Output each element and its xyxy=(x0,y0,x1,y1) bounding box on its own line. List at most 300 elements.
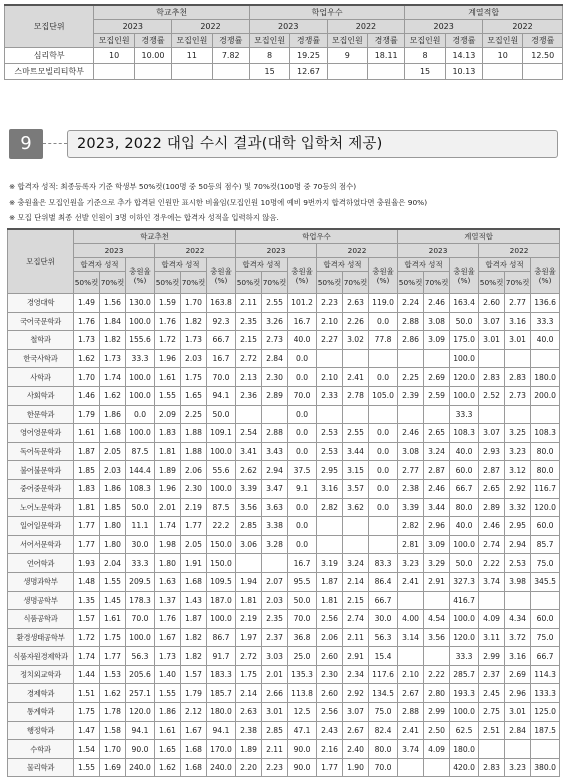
data-cell: 3.12 xyxy=(505,461,531,480)
department-name: 식품공학과 xyxy=(8,610,74,629)
data-cell: 1.89 xyxy=(155,461,181,480)
data-cell xyxy=(317,405,343,424)
data-cell: 0.0 xyxy=(369,461,398,480)
data-cell: 40.0 xyxy=(450,517,479,536)
data-cell: 22.2 xyxy=(207,517,236,536)
data-cell: 178.3 xyxy=(126,591,155,610)
data-cell: 33.3 xyxy=(126,554,155,573)
data-cell: 1.62 xyxy=(100,386,126,405)
data-cell: 2.67 xyxy=(343,721,369,740)
data-cell: 1.78 xyxy=(100,703,126,722)
data-cell: 183.3 xyxy=(207,665,236,684)
table-row xyxy=(8,479,560,498)
data-cell: 2.63 xyxy=(236,703,262,722)
data-cell xyxy=(424,647,450,666)
data-cell: 2.99 xyxy=(424,703,450,722)
data-cell: 240.0 xyxy=(126,758,155,777)
data-cell: 3.56 xyxy=(236,498,262,517)
data-cell: 2.84 xyxy=(262,349,288,368)
column-header: 모집인원 xyxy=(405,34,445,48)
data-cell: 105.0 xyxy=(369,386,398,405)
data-cell: 2.65 xyxy=(424,424,450,443)
data-cell: 3.11 xyxy=(479,628,505,647)
data-cell: 2.36 xyxy=(236,386,262,405)
year-header: 2023 xyxy=(405,20,483,34)
data-cell: 2.30 xyxy=(181,479,207,498)
data-cell: 1.57 xyxy=(181,665,207,684)
data-cell xyxy=(523,64,563,80)
data-cell: 2.94 xyxy=(262,461,288,480)
data-cell: 1.76 xyxy=(74,312,100,331)
data-cell: 3.74 xyxy=(479,572,505,591)
year-header: 2022 xyxy=(479,244,560,258)
data-cell: 2.82 xyxy=(317,498,343,517)
data-cell: 2.77 xyxy=(505,294,531,313)
data-cell xyxy=(343,349,369,368)
data-cell: 1.77 xyxy=(181,517,207,536)
data-cell: 100.0 xyxy=(126,312,155,331)
section-number: 9 xyxy=(9,129,43,159)
data-cell: 0.0 xyxy=(288,442,317,461)
data-cell: 2.52 xyxy=(479,386,505,405)
data-cell: 94.1 xyxy=(126,721,155,740)
fill-rate-header: 충원율(%) xyxy=(288,258,317,294)
data-cell: 1.91 xyxy=(181,554,207,573)
data-cell: 2.65 xyxy=(479,479,505,498)
data-cell: 1.96 xyxy=(155,349,181,368)
score-header: 합격자 성적 xyxy=(74,258,126,272)
table-row xyxy=(8,498,560,517)
data-cell: 2.05 xyxy=(181,535,207,554)
data-cell: 2.10 xyxy=(317,312,343,331)
department-name: 한국사학과 xyxy=(8,349,74,368)
cut-70-header: 70%컷 xyxy=(424,272,450,294)
data-cell: 3.01 xyxy=(262,703,288,722)
data-cell: 87.5 xyxy=(126,442,155,461)
table-row xyxy=(8,294,560,313)
data-cell: 180.0 xyxy=(207,703,236,722)
data-cell: 2.62 xyxy=(236,461,262,480)
data-cell: 416.7 xyxy=(450,591,479,610)
data-cell: 1.74 xyxy=(100,368,126,387)
data-cell: 1.80 xyxy=(155,554,181,573)
data-cell: 2.73 xyxy=(505,386,531,405)
score-header: 합격자 성적 xyxy=(317,258,369,272)
fill-rate-header: 충원율(%) xyxy=(531,258,560,294)
data-cell xyxy=(398,758,424,777)
data-cell: 1.70 xyxy=(74,368,100,387)
year-header: 2023 xyxy=(236,244,317,258)
data-cell: 1.70 xyxy=(181,294,207,313)
data-cell: 11.1 xyxy=(126,517,155,536)
data-cell: 2.95 xyxy=(505,517,531,536)
data-cell: 2.15 xyxy=(236,331,262,350)
notes xyxy=(9,179,564,226)
data-cell: 175.0 xyxy=(450,331,479,350)
data-cell: 1.85 xyxy=(100,498,126,517)
data-cell: 1.83 xyxy=(155,424,181,443)
data-cell xyxy=(398,591,424,610)
data-cell: 1.77 xyxy=(100,647,126,666)
data-cell: 2.96 xyxy=(505,684,531,703)
data-cell: 80.0 xyxy=(369,740,398,759)
data-cell xyxy=(236,554,262,573)
data-cell: 2.53 xyxy=(505,554,531,573)
data-cell: 62.5 xyxy=(450,721,479,740)
data-cell: 1.61 xyxy=(74,424,100,443)
data-cell: 1.82 xyxy=(181,647,207,666)
data-cell: 1.75 xyxy=(181,368,207,387)
data-cell: 85.7 xyxy=(531,535,560,554)
data-cell: 4.09 xyxy=(424,740,450,759)
data-cell: 70.0 xyxy=(288,610,317,629)
data-cell: 0.0 xyxy=(288,498,317,517)
data-cell: 1.80 xyxy=(100,535,126,554)
data-cell: 1.77 xyxy=(74,535,100,554)
data-cell: 0.0 xyxy=(288,424,317,443)
data-cell: 113.8 xyxy=(288,684,317,703)
department-name: 정치외교학과 xyxy=(8,665,74,684)
data-cell: 2.11 xyxy=(262,740,288,759)
group-header: 계열적합 xyxy=(405,5,563,20)
data-cell: 3.09 xyxy=(424,535,450,554)
data-cell: 2.55 xyxy=(343,424,369,443)
data-cell: 1.93 xyxy=(74,554,100,573)
data-cell: 2.43 xyxy=(317,721,343,740)
data-cell: 180.0 xyxy=(531,368,560,387)
data-cell: 2.89 xyxy=(262,386,288,405)
data-cell: 4.34 xyxy=(505,610,531,629)
data-cell xyxy=(531,405,560,424)
data-cell: 130.0 xyxy=(126,294,155,313)
data-cell: 1.98 xyxy=(155,535,181,554)
data-cell: 2.03 xyxy=(100,461,126,480)
corner-header: 모집단위 xyxy=(5,5,94,48)
data-cell: 2.63 xyxy=(343,294,369,313)
data-cell: 1.45 xyxy=(100,591,126,610)
data-cell: 36.8 xyxy=(288,628,317,647)
data-cell xyxy=(368,64,405,80)
data-cell: 33.3 xyxy=(450,405,479,424)
column-header: 경쟁률 xyxy=(134,34,171,48)
data-cell: 2.05 xyxy=(100,442,126,461)
table-row xyxy=(8,665,560,684)
data-cell: 1.75 xyxy=(100,628,126,647)
data-cell: 2.88 xyxy=(398,703,424,722)
data-cell: 2.33 xyxy=(317,386,343,405)
data-cell: 70.0 xyxy=(126,610,155,629)
year-header: 2022 xyxy=(172,20,250,34)
table-row xyxy=(8,591,560,610)
data-cell: 0.0 xyxy=(288,368,317,387)
data-cell: 95.5 xyxy=(288,572,317,591)
data-cell: 66.7 xyxy=(450,479,479,498)
column-header: 경쟁률 xyxy=(368,34,405,48)
data-cell: 91.7 xyxy=(207,647,236,666)
data-cell: 209.5 xyxy=(126,572,155,591)
data-cell: 1.37 xyxy=(155,591,181,610)
data-cell: 134.5 xyxy=(369,684,398,703)
data-cell: 3.07 xyxy=(479,312,505,331)
data-cell xyxy=(479,740,505,759)
data-cell: 1.81 xyxy=(317,591,343,610)
data-cell: 0.0 xyxy=(369,442,398,461)
column-header: 경쟁률 xyxy=(290,34,327,48)
data-cell xyxy=(212,64,249,80)
data-cell xyxy=(369,535,398,554)
data-cell: 163.4 xyxy=(450,294,479,313)
data-cell: 3.03 xyxy=(262,647,288,666)
data-cell: 92.3 xyxy=(207,312,236,331)
table-row xyxy=(8,703,560,722)
data-cell: 2.89 xyxy=(479,498,505,517)
year-header: 2022 xyxy=(327,20,405,34)
data-cell: 120.0 xyxy=(450,368,479,387)
data-cell: 30.0 xyxy=(369,610,398,629)
data-cell: 1.68 xyxy=(181,758,207,777)
data-cell: 1.81 xyxy=(236,591,262,610)
data-cell: 3.07 xyxy=(479,424,505,443)
data-cell: 2.12 xyxy=(181,703,207,722)
data-cell: 1.82 xyxy=(181,312,207,331)
data-cell: 2.73 xyxy=(262,331,288,350)
data-cell: 3.09 xyxy=(424,331,450,350)
data-cell xyxy=(479,591,505,610)
department-name: 수학과 xyxy=(8,740,74,759)
data-cell: 2.27 xyxy=(317,331,343,350)
data-cell: 285.7 xyxy=(450,665,479,684)
data-cell: 1.53 xyxy=(100,665,126,684)
data-cell: 3.47 xyxy=(262,479,288,498)
data-cell: 90.0 xyxy=(288,758,317,777)
data-cell: 10 xyxy=(483,48,523,64)
data-cell: 1.44 xyxy=(74,665,100,684)
data-cell: 3.62 xyxy=(343,498,369,517)
data-cell: 2.37 xyxy=(262,628,288,647)
data-cell: 2.03 xyxy=(181,349,207,368)
data-cell: 19.25 xyxy=(290,48,327,64)
year-header: 2023 xyxy=(398,244,479,258)
score-header: 합격자 성적 xyxy=(236,258,288,272)
data-cell: 3.16 xyxy=(505,647,531,666)
data-cell: 2.25 xyxy=(398,368,424,387)
data-cell: 116.7 xyxy=(531,479,560,498)
data-cell: 50.0 xyxy=(450,312,479,331)
data-cell xyxy=(483,64,523,80)
table-row xyxy=(8,349,560,368)
cut-70-header: 70%컷 xyxy=(100,272,126,294)
department-name: 스마트모빌리티학부 xyxy=(5,64,94,80)
data-cell xyxy=(424,591,450,610)
data-cell xyxy=(505,405,531,424)
data-cell: 50.0 xyxy=(207,405,236,424)
data-cell: 4.54 xyxy=(424,610,450,629)
data-cell: 0.0 xyxy=(369,479,398,498)
year-header: 2022 xyxy=(155,244,236,258)
data-cell: 2.06 xyxy=(317,628,343,647)
table-row xyxy=(8,312,560,331)
data-cell: 1.68 xyxy=(100,424,126,443)
data-cell: 2.69 xyxy=(424,368,450,387)
data-cell: 9 xyxy=(327,48,367,64)
data-cell: 1.62 xyxy=(74,349,100,368)
data-cell: 3.01 xyxy=(479,331,505,350)
data-cell: 66.7 xyxy=(207,331,236,350)
data-cell: 2.24 xyxy=(398,294,424,313)
data-cell xyxy=(505,591,531,610)
data-cell: 40.0 xyxy=(288,331,317,350)
table-row xyxy=(8,758,560,777)
data-cell: 100.0 xyxy=(126,386,155,405)
fill-rate-header: 충원율(%) xyxy=(450,258,479,294)
data-cell: 345.5 xyxy=(531,572,560,591)
data-cell: 2.41 xyxy=(398,572,424,591)
data-cell: 9.1 xyxy=(288,479,317,498)
department-name: 중어중문학과 xyxy=(8,479,74,498)
department-name: 한문학과 xyxy=(8,405,74,424)
data-cell xyxy=(505,740,531,759)
data-cell: 2.55 xyxy=(262,294,288,313)
data-cell: 2.40 xyxy=(343,740,369,759)
data-cell: 77.8 xyxy=(369,331,398,350)
data-cell: 100.0 xyxy=(207,610,236,629)
data-cell: 2.78 xyxy=(343,386,369,405)
data-cell: 3.01 xyxy=(505,703,531,722)
data-cell: 100.0 xyxy=(450,703,479,722)
table-row xyxy=(8,331,560,350)
data-cell xyxy=(479,405,505,424)
data-cell: 180.0 xyxy=(450,740,479,759)
data-cell: 1.74 xyxy=(74,647,100,666)
data-cell: 2.14 xyxy=(236,684,262,703)
data-cell: 2.94 xyxy=(505,535,531,554)
data-cell: 1.86 xyxy=(100,405,126,424)
data-cell: 56.3 xyxy=(126,647,155,666)
data-cell: 100.0 xyxy=(207,442,236,461)
data-cell: 117.6 xyxy=(369,665,398,684)
column-header: 경쟁률 xyxy=(212,34,249,48)
data-cell: 2.10 xyxy=(398,665,424,684)
data-cell: 2.13 xyxy=(236,368,262,387)
data-cell: 114.3 xyxy=(531,665,560,684)
data-cell: 100.0 xyxy=(126,368,155,387)
data-cell: 1.67 xyxy=(181,721,207,740)
data-cell: 3.26 xyxy=(262,312,288,331)
data-cell: 205.6 xyxy=(126,665,155,684)
data-cell: 2.99 xyxy=(479,647,505,666)
data-cell: 1.76 xyxy=(155,312,181,331)
data-cell xyxy=(369,349,398,368)
data-cell: 200.0 xyxy=(531,386,560,405)
department-name: 생명공학부 xyxy=(8,591,74,610)
data-cell: 1.55 xyxy=(155,684,181,703)
data-cell: 47.1 xyxy=(288,721,317,740)
data-cell: 2.25 xyxy=(181,405,207,424)
data-cell xyxy=(94,64,134,80)
data-cell: 2.53 xyxy=(317,442,343,461)
cut-50-header: 50%컷 xyxy=(398,272,424,294)
data-cell: 1.73 xyxy=(100,349,126,368)
data-cell: 1.46 xyxy=(74,386,100,405)
data-cell: 1.75 xyxy=(74,703,100,722)
data-cell: 0.0 xyxy=(369,368,398,387)
data-cell: 1.70 xyxy=(100,740,126,759)
data-cell: 0.0 xyxy=(369,424,398,443)
data-cell: 1.47 xyxy=(74,721,100,740)
data-cell: 100.0 xyxy=(126,424,155,443)
table-row xyxy=(8,554,560,573)
data-cell: 2.10 xyxy=(317,368,343,387)
data-cell: 170.0 xyxy=(207,740,236,759)
data-cell: 1.96 xyxy=(155,479,181,498)
data-cell: 0.0 xyxy=(288,405,317,424)
table-row xyxy=(8,535,560,554)
data-cell: 2.23 xyxy=(262,758,288,777)
data-cell: 2.15 xyxy=(343,591,369,610)
data-cell: 2.30 xyxy=(262,368,288,387)
score-header: 합격자 성적 xyxy=(155,258,207,272)
data-cell: 66.7 xyxy=(369,591,398,610)
data-cell: 55.6 xyxy=(207,461,236,480)
data-cell: 40.0 xyxy=(531,331,560,350)
data-cell xyxy=(343,517,369,536)
data-cell: 0.0 xyxy=(369,312,398,331)
data-cell: 70.0 xyxy=(207,368,236,387)
data-cell: 327.3 xyxy=(450,572,479,591)
data-cell: 2.01 xyxy=(155,498,181,517)
data-cell: 40.0 xyxy=(450,442,479,461)
data-cell: 1.85 xyxy=(74,461,100,480)
data-cell: 1.61 xyxy=(155,368,181,387)
data-cell: 2.53 xyxy=(317,424,343,443)
data-cell: 133.3 xyxy=(531,684,560,703)
data-cell: 3.38 xyxy=(262,517,288,536)
data-cell: 2.19 xyxy=(181,498,207,517)
data-cell: 3.07 xyxy=(343,703,369,722)
data-cell xyxy=(505,349,531,368)
data-cell: 1.90 xyxy=(343,758,369,777)
data-cell xyxy=(531,349,560,368)
cut-50-header: 50%컷 xyxy=(317,272,343,294)
data-cell: 8 xyxy=(405,48,445,64)
data-cell: 1.61 xyxy=(155,721,181,740)
data-cell: 2.67 xyxy=(398,684,424,703)
group-header: 학교추천 xyxy=(94,5,249,20)
data-cell: 1.76 xyxy=(155,610,181,629)
data-cell: 2.06 xyxy=(181,461,207,480)
data-cell: 100.0 xyxy=(450,610,479,629)
data-cell: 2.80 xyxy=(424,684,450,703)
department-name: 철학과 xyxy=(8,331,74,350)
data-cell xyxy=(479,349,505,368)
data-cell: 100.0 xyxy=(450,349,479,368)
data-cell: 1.84 xyxy=(100,312,126,331)
data-cell: 2.75 xyxy=(479,703,505,722)
table-row xyxy=(8,572,560,591)
department-name: 환경생태공학부 xyxy=(8,628,74,647)
data-cell: 257.1 xyxy=(126,684,155,703)
data-cell: 420.0 xyxy=(450,758,479,777)
data-cell: 119.0 xyxy=(369,294,398,313)
data-cell: 120.0 xyxy=(531,498,560,517)
section-title: 2023, 2022 대입 수시 결과(대학 입학처 제공) xyxy=(77,136,383,152)
table-row xyxy=(8,424,560,443)
table-row xyxy=(8,721,560,740)
data-cell: 16.7 xyxy=(288,554,317,573)
cut-70-header: 70%컷 xyxy=(343,272,369,294)
cut-70-header: 70%컷 xyxy=(181,272,207,294)
data-cell: 2.60 xyxy=(479,294,505,313)
